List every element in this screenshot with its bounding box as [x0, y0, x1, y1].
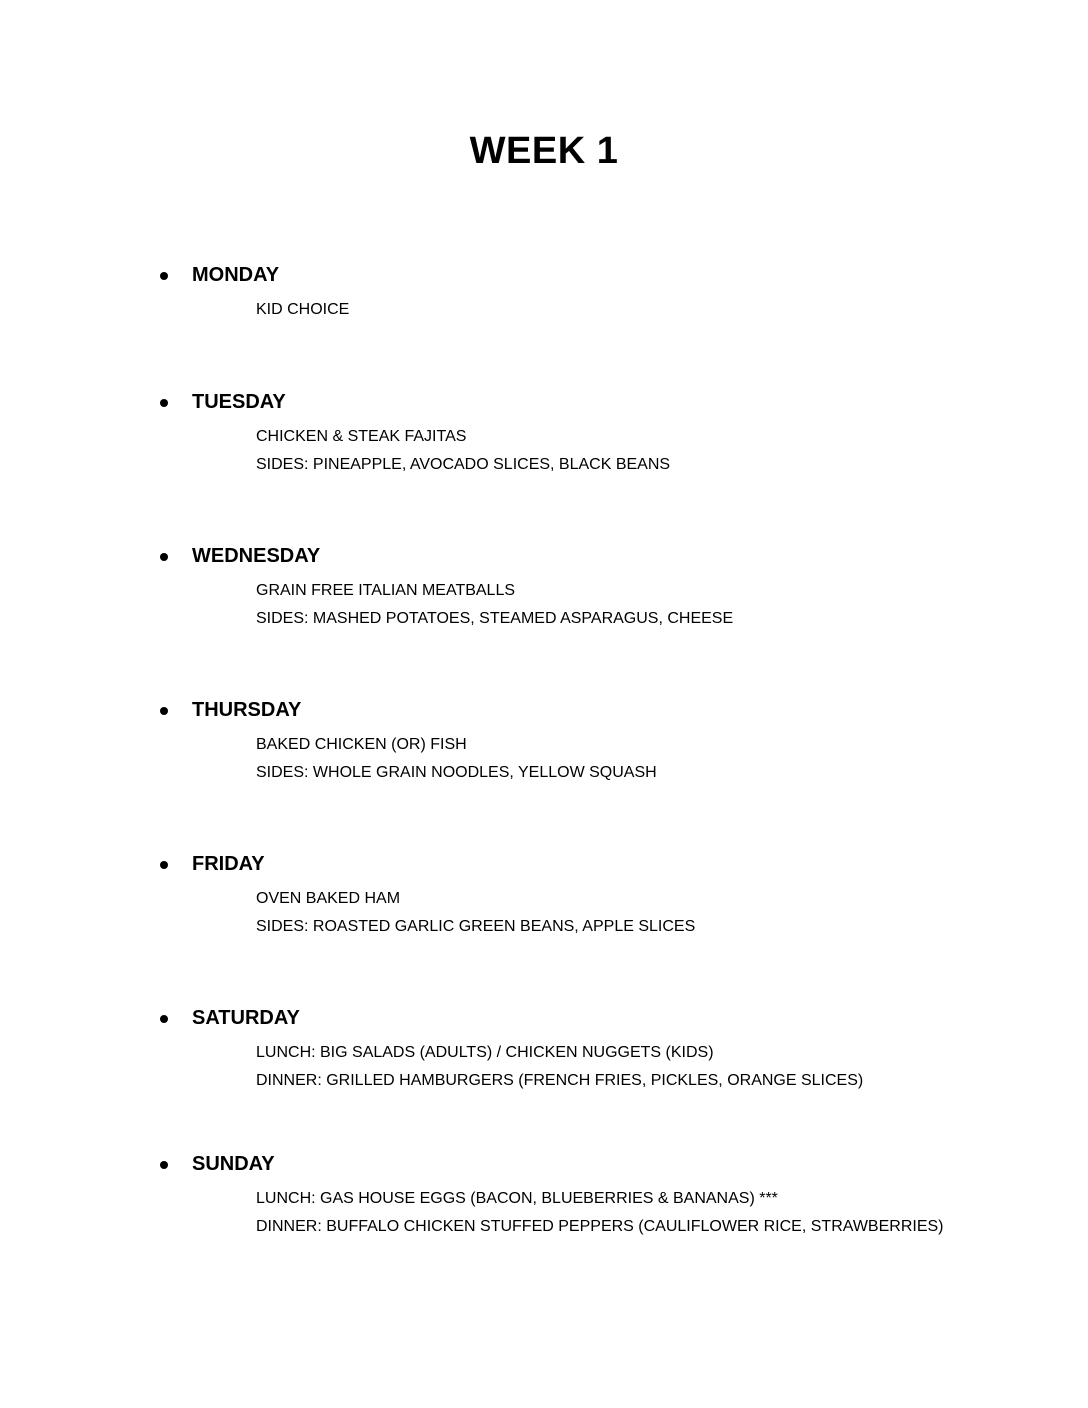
bullet-icon — [160, 272, 168, 280]
meal-item: SIDES: MASHED POTATOES, STEAMED ASPARAGUS, CHEESE — [256, 610, 734, 627]
meal-item: KID CHOICE — [256, 301, 350, 318]
meal-list — [256, 296, 1088, 324]
meal-item: SIDES: PINEAPPLE, AVOCADO SLICES, BLACK BEANS — [256, 456, 671, 473]
meal-item: SIDES: WHOLE GRAIN NOODLES, YELLOW SQUASH — [256, 764, 657, 781]
day-section-sunday — [0, 1151, 1088, 1241]
meal-item: LUNCH: BIG SALADS (ADULTS) / CHICKEN NUGGETS (KIDS) — [256, 1044, 714, 1061]
meal-item: CHICKEN & STEAK FAJITAS — [256, 428, 467, 445]
meal-list — [256, 423, 1088, 479]
day-name: TUESDAY — [192, 391, 286, 413]
day-section-tuesday — [0, 389, 1088, 479]
meal-item: SIDES: ROASTED GARLIC GREEN BEANS, APPLE SLICES — [256, 918, 696, 935]
meal-item: BAKED CHICKEN (OR) FISH — [256, 736, 467, 753]
meal-item: OVEN BAKED HAM — [256, 890, 401, 907]
meal-list — [256, 885, 1088, 941]
day-header — [0, 262, 1088, 292]
day-section-friday — [0, 851, 1088, 941]
page-title: WEEK 1 — [469, 130, 619, 172]
day-header — [0, 1005, 1088, 1035]
meal-item: DINNER: BUFFALO CHICKEN STUFFED PEPPERS (CAULIFLOWER RICE, STRAWBERRIES) — [256, 1218, 944, 1235]
day-section-saturday — [0, 1005, 1088, 1095]
bullet-icon — [160, 399, 168, 407]
day-header — [0, 543, 1088, 573]
day-name: SUNDAY — [192, 1153, 275, 1175]
day-name: MONDAY — [192, 264, 280, 286]
meal-item: DINNER: GRILLED HAMBURGERS (FRENCH FRIES, PICKLES, ORANGE SLICES) — [256, 1072, 864, 1089]
bullet-icon — [160, 553, 168, 561]
day-header — [0, 1151, 1088, 1181]
bullet-icon — [160, 1161, 168, 1169]
day-section-thursday — [0, 697, 1088, 787]
bullet-icon — [160, 707, 168, 715]
day-header — [0, 389, 1088, 419]
bullet-icon — [160, 1015, 168, 1023]
day-name: SATURDAY — [192, 1007, 300, 1029]
day-name: WEDNESDAY — [192, 545, 321, 567]
meal-list — [256, 731, 1088, 787]
bullet-icon — [160, 861, 168, 869]
day-header — [0, 851, 1088, 881]
day-section-wednesday — [0, 543, 1088, 633]
meal-item: GRAIN FREE ITALIAN MEATBALLS — [256, 582, 516, 599]
meal-list — [256, 1039, 1088, 1095]
day-name: FRIDAY — [192, 853, 265, 875]
day-name: THURSDAY — [192, 699, 302, 721]
meal-item: LUNCH: GAS HOUSE EGGS (BACON, BLUEBERRIES & BANANAS) *** — [256, 1190, 778, 1207]
meal-list — [256, 1185, 1088, 1241]
day-section-monday — [0, 262, 1088, 324]
meal-list — [256, 577, 1088, 633]
day-header — [0, 697, 1088, 727]
